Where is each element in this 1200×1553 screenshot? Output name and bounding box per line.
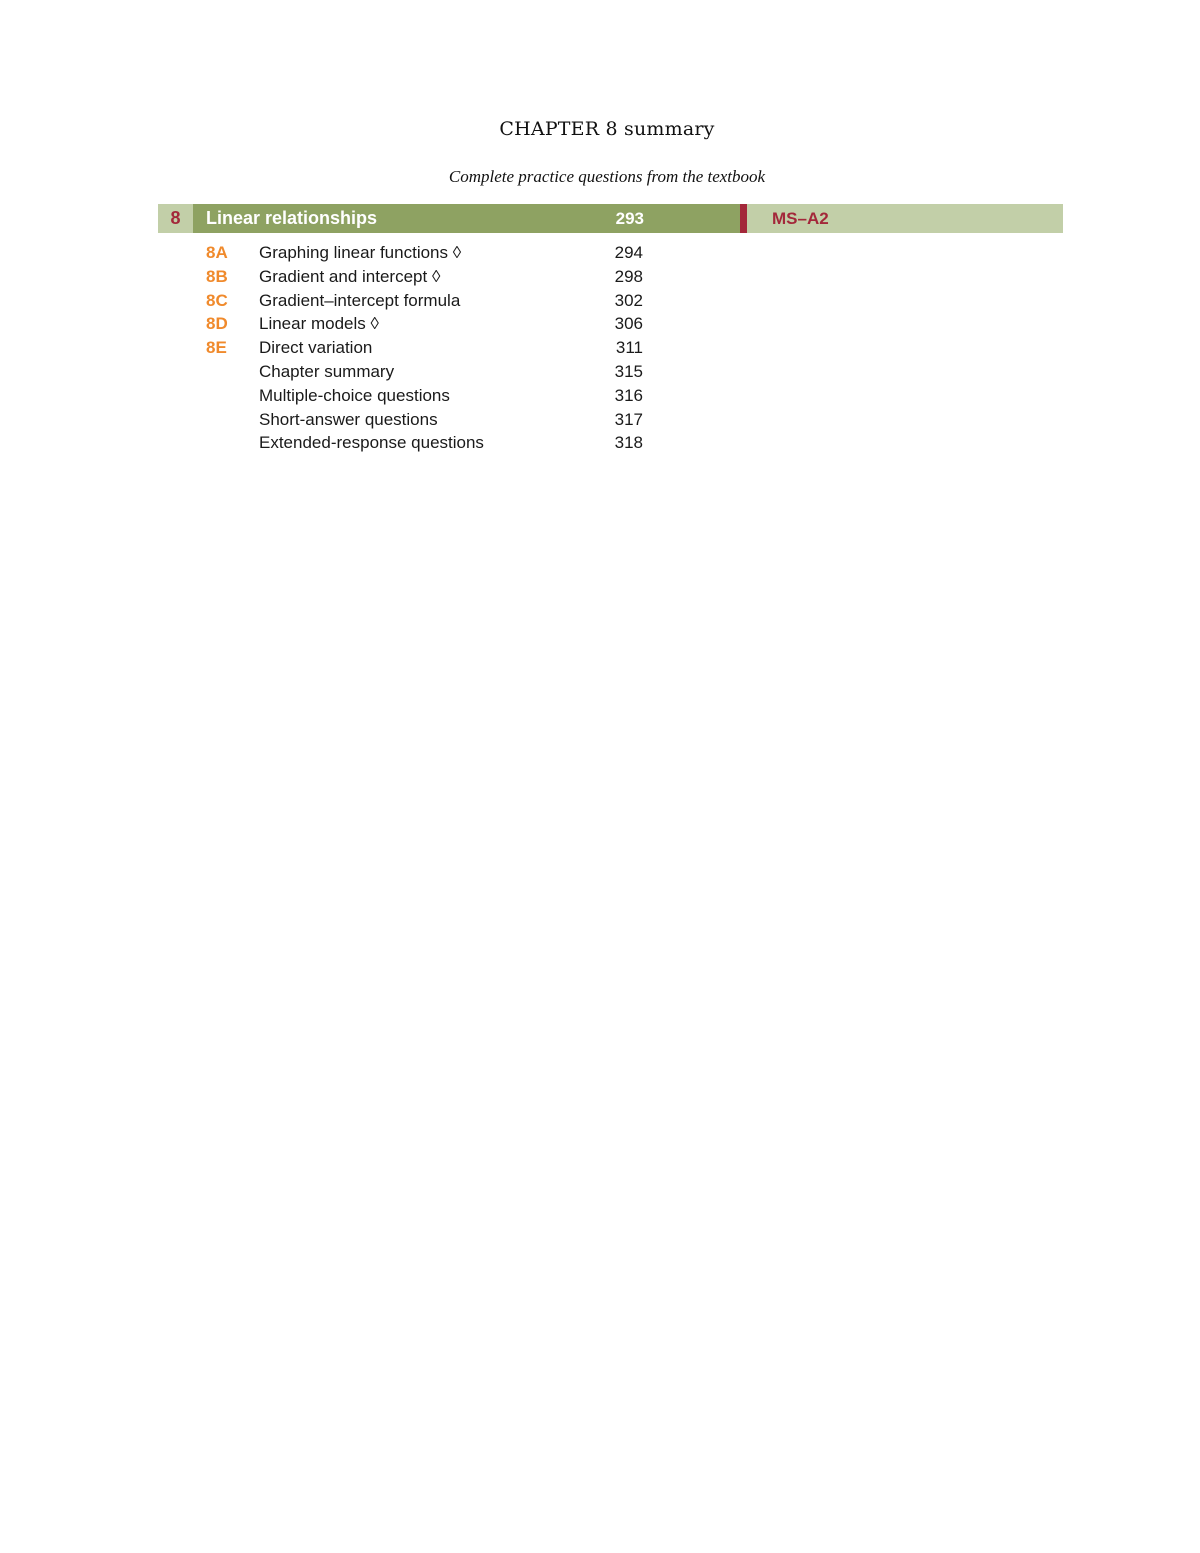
chapter-header-band (158, 204, 1063, 233)
section-page: 298 (614, 266, 643, 286)
section-page: 317 (614, 409, 643, 429)
page-subtitle: Complete practice questions from the textbook (448, 167, 766, 186)
list-item (0, 336, 1200, 360)
list-item (0, 360, 1200, 384)
list-item (0, 312, 1200, 336)
section-page: 302 (614, 290, 643, 310)
list-item (0, 241, 1200, 265)
section-label: Graphing linear functions ◊ (259, 243, 462, 262)
section-label: Linear models ◊ (259, 314, 379, 334)
section-label: Extended-response questions (259, 433, 484, 453)
section-label: Direct variation (259, 338, 373, 358)
section-page: 315 (614, 361, 643, 381)
list-item (0, 265, 1200, 289)
section-code: 8A (206, 243, 228, 262)
chapter-outcome-code: MS–A2 (772, 209, 829, 228)
section-page: 316 (614, 385, 643, 405)
section-page: 294 (614, 243, 643, 262)
section-label: Gradient and intercept ◊ (259, 266, 441, 286)
section-page: 318 (614, 433, 643, 453)
chapter-title-bar (193, 204, 740, 233)
list-item (0, 384, 1200, 408)
section-code: 8D (206, 314, 228, 334)
chapter-number: 8 (158, 204, 193, 233)
section-code: 8B (206, 266, 228, 286)
chapter-title: Linear relationships (206, 208, 378, 228)
section-label: Gradient–intercept formula (259, 290, 461, 310)
list-item (0, 431, 1200, 455)
list-item (0, 408, 1200, 432)
section-code: 8C (206, 290, 228, 310)
section-label: Chapter summary (259, 361, 395, 381)
list-item (0, 289, 1200, 313)
section-label: Short-answer questions (259, 409, 438, 429)
chapter-divider (740, 204, 747, 233)
page-title: CHAPTER 8 summary (499, 118, 715, 140)
section-list (0, 241, 1200, 455)
section-label: Multiple-choice questions (259, 385, 450, 405)
section-page: 311 (615, 338, 643, 358)
section-page: 306 (614, 314, 643, 334)
section-code: 8E (206, 338, 227, 358)
chapter-page-number: 293 (615, 209, 644, 228)
